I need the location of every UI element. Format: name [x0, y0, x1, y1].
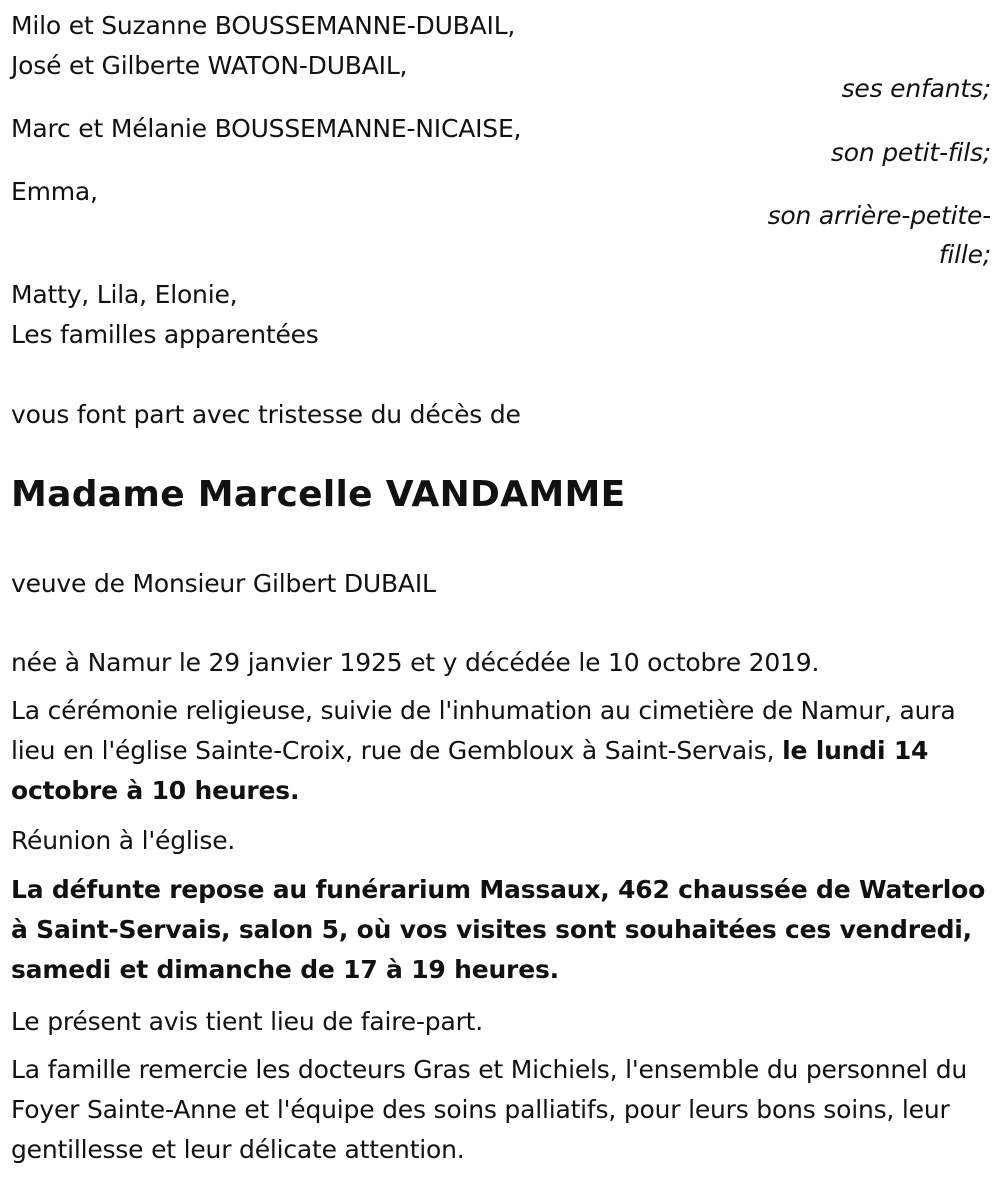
birth-death-text: née à Namur le 29 janvier 1925 et y décédée le 10 octobre 2019.	[11, 648, 820, 677]
ceremony-text: La cérémonie religieuse, suivie de l'inhumation au cimetière de Namur, aura lieu en l'église Sainte-Croix, rue de Gembloux à Saint-Servais,	[11, 696, 956, 765]
notice-statement: Le présent avis tient lieu de faire-part.	[11, 1007, 484, 1036]
role-grandson: son petit-fils;	[830, 138, 991, 167]
announcer-line-6: Les familles apparentées	[11, 320, 319, 349]
ceremony-date: le lundi 14 octobre à 10 heures.	[11, 736, 929, 805]
role-children: ses enfants;	[841, 74, 991, 103]
announcer-line-1: Milo et Suzanne BOUSSEMANNE-DUBAIL,	[11, 11, 516, 40]
widow-of-text: veuve de Monsieur Gilbert DUBAIL	[11, 569, 436, 598]
role-great-granddaughter-line-2: fille;	[938, 240, 991, 269]
intro-text: vous font part avec tristesse du décès de	[11, 400, 521, 429]
reunion-text: Réunion à l'église.	[11, 826, 236, 855]
ceremony-paragraph	[11, 691, 991, 811]
announcer-line-4: Emma,	[11, 177, 98, 206]
role-great-granddaughter-line-1: son arrière-petite-	[767, 201, 991, 230]
announcer-line-2: José et Gilberte WATON-DUBAIL,	[11, 51, 408, 80]
repose-paragraph: La défunte repose au funérarium Massaux, 462 chaussée de Waterloo à Saint-Servais, salon 5, où vos visites sont souhaitées ces vendredi, samedi et dimanche de 17 à 19 heures.	[11, 875, 986, 984]
thanks-paragraph: La famille remercie les docteurs Gras et Michiels, l'ensemble du personnel du Foyer Sainte-Anne et l'équipe des soins palliatifs, pour leurs bons soins, leur gentillesse et leur délicate attention.	[11, 1055, 968, 1164]
deceased-name: Madame Marcelle VANDAMME	[11, 474, 626, 515]
announcer-line-3: Marc et Mélanie BOUSSEMANNE-NICAISE,	[11, 114, 522, 143]
announcer-line-5: Matty, Lila, Elonie,	[11, 280, 238, 309]
